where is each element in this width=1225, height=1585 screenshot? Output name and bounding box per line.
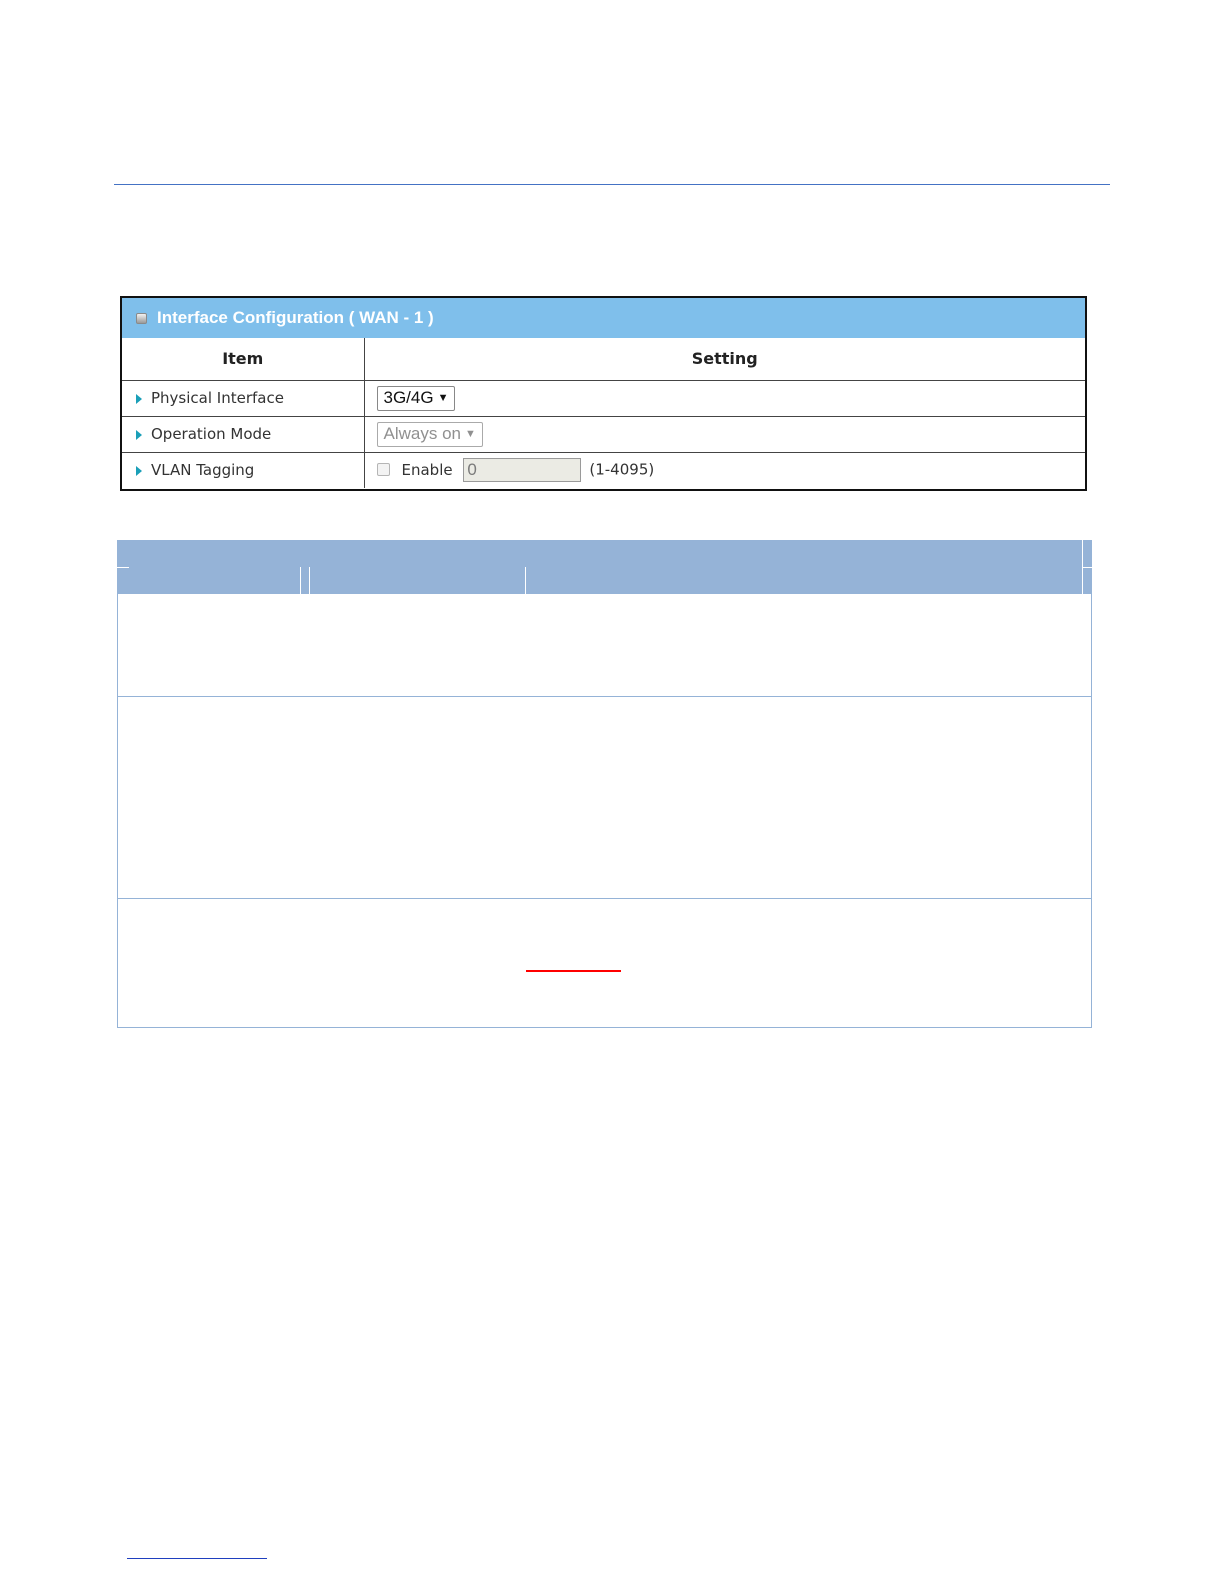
operation-mode-cell [122,416,364,452]
header-row [122,338,1085,380]
panel-title: Interface Configuration ( WAN - 1 ) [157,308,434,327]
bullet-triangle-icon [136,394,142,404]
dropdown-arrow-icon: ▼ [464,427,476,440]
physical-interface-label: Physical Interface [151,389,284,407]
vlan-enable-label: Enable [401,460,453,479]
header-divider [300,567,301,594]
interface-config-panel [120,296,1087,491]
description-table [117,540,1092,1028]
section-divider [114,184,1110,185]
vlan-tagging-label: VLAN Tagging [151,461,255,480]
setting-header: Setting [364,338,1085,380]
table-row [117,899,1092,1028]
header-rule [1082,567,1092,568]
header-rule [117,567,129,568]
panel-title-bar [122,298,1085,338]
operation-mode-setting [364,416,1085,452]
physical-interface-value: 3G/4G [383,387,434,407]
bullet-triangle-icon [136,466,142,476]
bullet-triangle-icon [136,430,142,440]
physical-interface-cell [122,380,364,416]
config-table [122,338,1085,488]
item-header: Item [222,349,264,369]
vlan-tagging-cell [122,452,364,488]
table-row [122,416,1085,452]
table-row [117,697,1092,899]
vlan-enable-checkbox[interactable] [377,463,390,476]
physical-interface-select[interactable] [377,386,456,411]
table-row [117,594,1092,697]
panel-icon [136,313,147,324]
operation-mode-value: Always on [383,423,461,443]
red-underline-mark [526,970,621,972]
table-row [122,452,1085,488]
header-divider [309,567,310,594]
dropdown-arrow-icon: ▼ [437,391,449,404]
header-divider [525,567,526,594]
vlan-tagging-setting [364,452,1085,488]
table-row [122,380,1085,416]
vlan-range-hint: (1-4095) [589,460,655,479]
vlan-id-input[interactable]: 0 [463,458,581,482]
operation-mode-label: Operation Mode [151,425,272,443]
description-table-header [117,540,1092,594]
physical-interface-setting [364,380,1085,416]
footnote-rule [127,1558,267,1559]
operation-mode-select[interactable] [377,422,483,447]
